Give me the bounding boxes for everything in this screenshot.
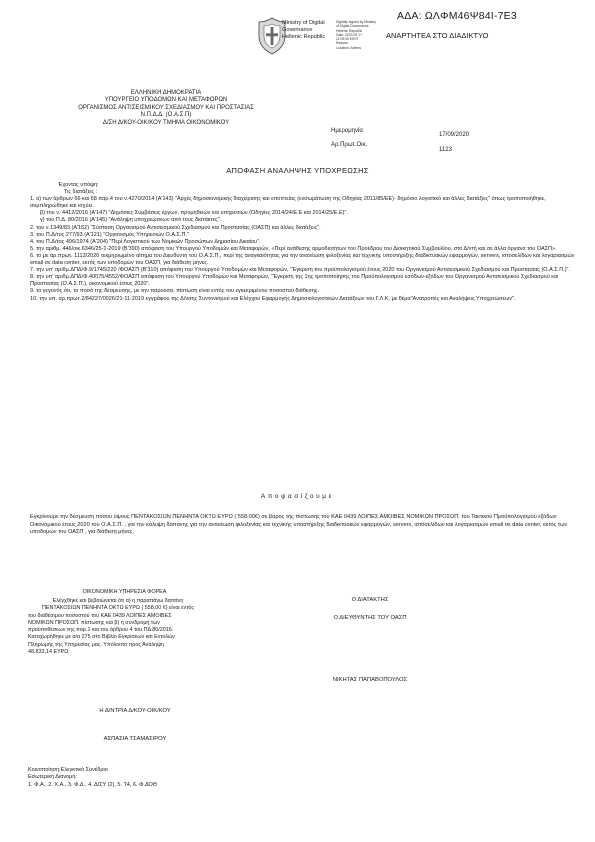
distribution-line: Εσωτερική Διανομή: <box>28 774 77 781</box>
header-line: ΥΠΟΥΡΓΕΙΟ ΥΠΟΔΟΜΩΝ ΚΑΙ ΜΕΤΑΦΟΡΩΝ <box>104 97 228 104</box>
finance-director-role: Η Δ/ΝΤΡΙΑ Δ/ΚΟΥ-ΟΙΚ/ΚΟΥ <box>99 708 171 714</box>
finance-line: 48.833,14 ΕΥΡΩ. <box>28 649 70 656</box>
header-line: Δ/ΣΗ Δ/ΚΟΥ-ΟΙΚ/ΚΟΥ ΤΜΗΜΑ ΟΙΚΟΝΟΜΙΚΟΥ <box>102 119 230 126</box>
considerations <box>30 182 578 303</box>
protocol-label: Αρ.Πρωτ.Οικ. <box>331 142 368 148</box>
consideration-item: 7. την υπ' αριθμ.ΔΠΔ/Φ.9/1745/220 /ΦΟΑΣΠ (Β'310) απόφαση του Υπουργού Υποδομών και Μεταφορών, "Έγκριση του προϋπολογισμού έτους 2020 του Οργανισμού Αντισεισμικού Σχεδιασμού και Προστασίας (Ο.Α.Σ.Π.)". <box>30 267 571 274</box>
finance-line: ΠΕΝΤΑΚΟΣΙΩΝ ΠΕΝΗΝΤΑ ΟΚΤΩ ΕΥΡΩ ( 558,00 €) είναι εντός <box>42 605 194 612</box>
distribution-line: 1. Φ.Α., 2. Χ.Α., 3. Φ.Δ., 4. Δ/ΣΥ (2), 5. Τ4, 6. Φ.ΔΟΘ <box>28 781 158 788</box>
distribution-line: Κοινοποίηση:Ελεγκτικό Συνέδριο <box>28 767 108 773</box>
finance-line: προϋποθέσεων της παρ.1 και του άρθρου 4 του ΠΔ 80/2016. <box>28 627 174 634</box>
gov-line: Governance <box>282 27 313 33</box>
consideration-item: 3. του Π.Δ/τος 277/93 (Α'121) "Οργανισμός Υπηρεσιών Ο.Α.Σ.Π." <box>30 231 189 238</box>
header-line: Ν.Π.Δ.Δ. (Ο.Α.Σ.Π) <box>140 112 192 119</box>
distribution-list <box>28 767 157 789</box>
consideration-item: 1. α) των άρθρων 66 και 68 παρ.4 του ν.4270/2014 (Α'143) "Αρχές δημοσιονομικής διαχείρισης και εποπτείας (ενσωμάτωση της Οδηγίας 2011/85/ΕΕ)- δημόσιο λογιστικό και άλλες διατάξεις" όπως τροποποιήθηκε, συμπληρώθηκε και ισχύει. <box>30 196 546 210</box>
gov-line: Ministry of Digital <box>282 20 325 26</box>
consideration-item: 6. το με αρ.πρωτ. 1113/2020 τεκμηριωμένο αίτημα του Διευθυντή του Ο.Α.Σ.Π., περί της αναγκαιότητας για την ανανέωση φιλοξενίας και τεχνικής υποστήριξης διαδικτυακών εφαρμογών, servers, ιστοσελίδων και λογαριασμών email σε data center, εκτός των υποδομών του ΟΑΣΠ, για διάθεση μήνες. <box>30 252 575 267</box>
stamp-line: 11:09:49 EEST <box>336 37 359 42</box>
finance-line: Ελέγχθηκε και βεβαιώνεται ότι α) η παραπάνω δαπάνη <box>52 598 184 604</box>
consideration-item: 9. το γεγονός ότι, το ποσό της δέσμευσης, με την παρούσα, πίστωση είναι εντός του εγκεκριμένου ποσοστού διάθεσης. <box>30 288 319 295</box>
date-label: Ημερομηνία <box>331 128 363 134</box>
intro-line: Έχοντας υπόψη: <box>58 182 99 188</box>
header-line: ΟΡΓΑΝΙΣΜΟΣ ΑΝΤΙΣΕΙΣΜΙΚΟΥ ΣΧΕΔΙΑΣΜΟΥ ΚΑΙ ΠΡΟΣΤΑΣΙΑΣ <box>78 104 254 111</box>
header-line: ΕΛΛΗΝΙΚΗ ΔΗΜΟΚΡΑΤΙΑ <box>130 90 202 96</box>
stamp-line: Reason: <box>336 41 349 46</box>
organization-header <box>16 90 316 127</box>
gov-line: Hellenic Republic <box>282 34 326 40</box>
stamp-line: Digitally signed by Ministry <box>336 20 376 24</box>
digital-signature-stamp <box>336 20 376 50</box>
stamp-line: Location: Athens <box>336 45 362 50</box>
consideration-item: β) του ν. 4412/2016 (Α'147) "Δημόσιες Συμβάσεις έργων, προμηθειών και υπηρεσιών (Οδηγίες 2014/24/Ε.Ε και 2014/25/Ε.Ε)". <box>40 210 348 217</box>
date-value: 17/09/2020 <box>439 132 470 138</box>
signatory-role: Ο ΔΙΑΤΑΚΤΗΣ <box>351 597 389 603</box>
consideration-item: 4. του Π.Δ/τος 496/1974 (Α'204) "Περί Λογιστικού των Νομικών Προσώπων Δημοσίου Δικαίου". <box>30 238 261 245</box>
intro-line: Τις διατάξεις : <box>64 189 98 196</box>
document-title: ΑΠΟΦΑΣΗ ΑΝΑΛΗΨΗΣ ΥΠΟΧΡΕΩΣΗΣ <box>226 166 369 175</box>
finance-line: Καταχωρήθηκε με α/α 275 στο Βιβλίο Εγκρίσεων και Εντολών <box>28 634 175 641</box>
finance-line: Πληρωμής της Υπηρεσίας μας. Υπόλοιπο προς Ανάληψη <box>28 641 165 648</box>
consideration-item: 5. την αριθμ. 446/οικ.6346/25-1-2019 (Β'390) απόφαση του Υπουργού Υποδομών και Μεταφορών, «Περί ανάθεσης αρμοδιοτήτων του Προέδρου του Διοικητικού Συμβουλίου, στο Δ/ντή και σε άλλα όργανα του ΟΑΣΠ». <box>30 245 557 252</box>
decision-heading: Αποφασίζουμε <box>260 493 335 500</box>
consideration-item: 2. του ν.1349/83 (Α'152) "Σύσταση Οργανισμού Αντισεισμικού Σχεδιασμού και Προστασίας (ΟΑΣΠ) και άλλες διατάξεις". <box>30 224 321 231</box>
finance-line: του διαθέσιμου ποσοστού του ΚΑΕ 0439 ΛΟΙΠΕΣ ΑΜΟΙΒΕΣ <box>28 612 172 619</box>
protocol-value: 1123 <box>439 147 452 153</box>
stamp-line: of Digital Governance <box>336 24 369 29</box>
stamp-line: Date: 2020.09.17 <box>336 32 363 37</box>
ministry-label <box>282 20 325 41</box>
consideration-item: γ) του Π.Δ. 80/2016 (Α'145) "Ανάληψη υποχρεώσεων από τους διατάκτες". <box>40 217 222 224</box>
finance-line: ΝΟΜΙΚΩΝ ΠΡΟΣΩΠ. πίστωσης και β) η συνδρομή των <box>28 619 160 626</box>
finance-director-name: ΑΣΠΑΣΙΑ ΤΣΑΜΑΣΙΡΟΥ <box>103 736 167 742</box>
signatory-role-title: Ο ΔΙΕΥΘΥΝΤΗΣ ΤΟΥ ΟΑΣΠ <box>333 615 407 621</box>
signatory-name: ΝΙΚΗΤΑΣ ΠΑΠΑΒΟΠΟΥΛΟΣ <box>332 677 408 683</box>
decision-text: Εγκρίνουμε την δέσμευση ποσού ύψους ΠΕΝΤΑΚΟΣΙΩΝ ΠΕΝΗΝΤΑ ΟΚΤΩ ΕΥΡΩ ( 558,00€) σε βάρος της πίστωσης του ΚΑΕ 0439 ΛΟΙΠΕΣ ΑΜΟΙΒΕΣ ΝΟΜΙΚΩΝ ΠΡΟΣΩΠ. του Τακτικού Προϋπολογισμού εξόδων Οικονομικού έτους 2020 του Ο.Α.Σ.Π. , για την κάλυψη δαπάνης για την ανανέωση φιλοξενίας και τεχνικής υποστήριξης διαδικτυακών εφαρμογών, servers, ιστοσελίδων και λογαριασμών email σε data center, εκτός των υποδομών του ΟΑΣΠ , για διάθεση μήνες. <box>30 514 568 536</box>
stamp-line: Hellenic Republic <box>336 28 363 33</box>
finance-heading: ΟΙΚΟΝΟΜΙΚΗ ΥΠΗΡΕΣΙΑ ΦΟΡΕΑ <box>82 589 167 595</box>
ada-number: ΑΔΑ: ΩΛΦΜ46Ψ84Ι-7Ε3 <box>397 10 517 22</box>
consideration-item: 10. την υπ. αρ.πρωτ.2/84227/0026/21-11-2019 εγγράφου της Δ/νσης Συντονισμού και Ελέγχου Εφαρμογής Δημοσιολογιστικών Διατάξεων του Γ.Λ.Κ, με θέμα"Ανατροπές και Αναλήψεις Υποχρεώσεων". <box>30 295 516 302</box>
posted-online-label: ΑΝΑΡΤΗΤΕΑ ΣΤΟ ΔΙΑΔΙΚΤΥΟ <box>386 31 489 40</box>
finance-certification <box>18 598 218 656</box>
consideration-item: 8. την υπ' αριθμ.ΔΠΔ/Φ.40075/4552/ΦΟΑΣΠ απόφαση του Υπουργού Υποδομών και Μεταφορών, "Έγκριση της 1ης τροποποίησης του Προϋπολογισμού εσόδων-εξόδων του Οργανισμού Αντισεισμικού Σχεδιασμού και Προστασίας (Ο.Α.Σ.Π.), οικονομικού έτους 2020". <box>30 274 559 288</box>
